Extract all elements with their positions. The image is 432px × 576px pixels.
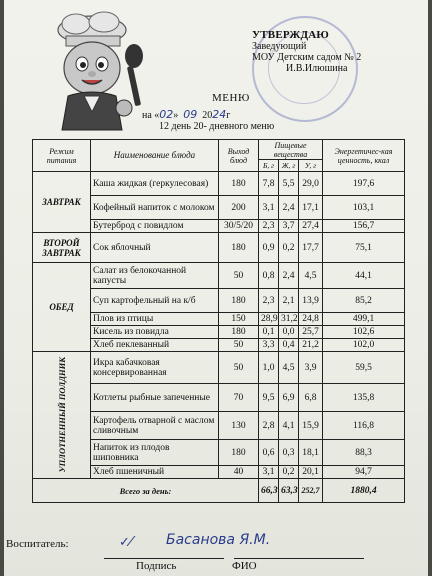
- dish-b: 0,6: [259, 440, 279, 466]
- date-prefix: на «: [142, 110, 160, 121]
- approval-organization: МОУ Детским садом № 2: [252, 52, 362, 63]
- header-energy: Энергетичес-кая ценность, ккал: [323, 140, 405, 172]
- dish-u: 3,9: [299, 352, 323, 384]
- header-u: У, г: [299, 160, 323, 172]
- fio-line: [234, 558, 364, 559]
- dish-u: 24,8: [299, 313, 323, 326]
- section-breakfast: ЗАВТРАК: [33, 172, 91, 233]
- page-title: МЕНЮ: [212, 92, 250, 104]
- dish-u: 20,1: [299, 466, 323, 479]
- approval-signatory: И.В.Илюшина: [286, 63, 348, 74]
- dish-name: Хлеб пшеничный: [91, 466, 219, 479]
- dish-kcal: 75,1: [323, 233, 405, 263]
- approval-position: Заведующий: [252, 41, 307, 52]
- table-row: [33, 263, 405, 289]
- menu-table: [32, 139, 405, 503]
- dish-portion: 40: [219, 466, 259, 479]
- dish-zh: 0,2: [279, 466, 299, 479]
- dish-b: 28,9: [259, 313, 279, 326]
- dish-zh: 4,5: [279, 352, 299, 384]
- dish-b: 3,1: [259, 466, 279, 479]
- dish-name: Хлеб пеклеванный: [91, 339, 219, 352]
- dish-portion: 150: [219, 313, 259, 326]
- dish-name: Суп картофельный на к/б: [91, 289, 219, 313]
- header-nutrients: Пищевые вещества: [259, 140, 323, 160]
- approval-title: УТВЕРЖДАЮ: [252, 29, 329, 41]
- dish-portion: 130: [219, 412, 259, 440]
- dish-name: Кофейный напиток с молоком: [91, 196, 219, 220]
- dish-name: Напиток из плодов шиповника: [91, 440, 219, 466]
- dish-name: Салат из белокочанной капусты: [91, 263, 219, 289]
- dish-u: 4,5: [299, 263, 323, 289]
- dish-b: 3,3: [259, 339, 279, 352]
- dish-kcal: 116,8: [323, 412, 405, 440]
- header-portion: Выход блюд: [219, 140, 259, 172]
- date-year-end: г: [226, 110, 231, 121]
- dish-b: 1,0: [259, 352, 279, 384]
- dish-zh: 6,9: [279, 384, 299, 412]
- dish-name: Сок яблочный: [91, 233, 219, 263]
- dish-kcal: 102,6: [323, 326, 405, 339]
- dish-zh: 0,3: [279, 440, 299, 466]
- chef-boy-icon: [42, 8, 150, 134]
- header-b: Б, г: [259, 160, 279, 172]
- dish-b: 0,9: [259, 233, 279, 263]
- total-row: [33, 479, 405, 503]
- dish-u: 21,2: [299, 339, 323, 352]
- dish-b: 9,5: [259, 384, 279, 412]
- date-month: 09: [183, 108, 198, 121]
- section-snack-label: УПЛОТНЕННЫЙ ПОЛДНИК: [56, 357, 67, 473]
- dish-kcal: 197,6: [323, 172, 405, 196]
- dish-b: 0,1: [259, 326, 279, 339]
- header-zh: Ж, г: [279, 160, 299, 172]
- dish-b: 2,8: [259, 412, 279, 440]
- dish-kcal: 88,3: [323, 440, 405, 466]
- dish-kcal: 135,8: [323, 384, 405, 412]
- dish-portion: 70: [219, 384, 259, 412]
- header-dish: Наименование блюда: [91, 140, 219, 172]
- dish-name: Икра кабачковая консервированная: [91, 352, 219, 384]
- dish-u: 29,0: [299, 172, 323, 196]
- dish-name: Котлеты рыбные запеченные: [91, 384, 219, 412]
- section-snack: [33, 352, 91, 479]
- dish-u: 25,7: [299, 326, 323, 339]
- dish-u: 17,1: [299, 196, 323, 220]
- dish-portion: 50: [219, 263, 259, 289]
- dish-portion: 180: [219, 326, 259, 339]
- dish-b: 2,3: [259, 289, 279, 313]
- date-mid: »: [173, 110, 179, 121]
- dish-zh: 2,4: [279, 196, 299, 220]
- dish-kcal: 44,1: [323, 263, 405, 289]
- dish-portion: 50: [219, 352, 259, 384]
- dish-portion: 180: [219, 172, 259, 196]
- dish-zh: 3,7: [279, 220, 299, 233]
- dish-name: Картофель отварной с маслом сливочным: [91, 412, 219, 440]
- dish-name: Каша жидкая (геркулесовая): [91, 172, 219, 196]
- date-year-suffix: 24: [212, 108, 227, 121]
- table-header-row: [33, 140, 405, 160]
- total-kcal: 1880,4: [323, 479, 405, 503]
- dish-zh: 2,1: [279, 289, 299, 313]
- section-lunch: ОБЕД: [33, 263, 91, 352]
- table-row: [33, 233, 405, 263]
- signature-caption: Подпись: [136, 560, 177, 572]
- dish-portion: 180: [219, 289, 259, 313]
- handwritten-name: Басанова Я.М.: [166, 532, 271, 548]
- dish-u: 13,9: [299, 289, 323, 313]
- dish-u: 17,7: [299, 233, 323, 263]
- dish-zh: 0,2: [279, 233, 299, 263]
- dish-name: Кисель из повидла: [91, 326, 219, 339]
- dish-u: 15,9: [299, 412, 323, 440]
- approval-block: [252, 30, 422, 74]
- educator-label: Воспитатель:: [6, 538, 69, 550]
- total-label: Всего за день:: [33, 479, 259, 503]
- dish-zh: 0,0: [279, 326, 299, 339]
- signature-mark: ✓⁄: [119, 535, 133, 550]
- table-row: [33, 172, 405, 196]
- total-u: 252,7: [299, 479, 323, 503]
- dish-kcal: 156,7: [323, 220, 405, 233]
- dish-b: 0,8: [259, 263, 279, 289]
- dish-zh: 2,4: [279, 263, 299, 289]
- menu-subtitle: 12 день 20- дневного меню: [159, 121, 275, 132]
- dish-portion: 180: [219, 233, 259, 263]
- dish-b: 7,8: [259, 172, 279, 196]
- dish-zh: 0,4: [279, 339, 299, 352]
- date-day: 02: [159, 108, 174, 121]
- dish-zh: 4,1: [279, 412, 299, 440]
- dish-kcal: 85,2: [323, 289, 405, 313]
- dish-b: 2,3: [259, 220, 279, 233]
- dish-portion: 200: [219, 196, 259, 220]
- dish-name: Плов из птицы: [91, 313, 219, 326]
- menu-sheet: [4, 0, 428, 576]
- signature-line: [104, 558, 224, 559]
- table-row: [33, 352, 405, 384]
- dish-kcal: 103,1: [323, 196, 405, 220]
- total-zh: 63,3: [279, 479, 299, 503]
- dish-kcal: 102,0: [323, 339, 405, 352]
- header-meal: Режим питания: [33, 140, 91, 172]
- dish-u: 18,1: [299, 440, 323, 466]
- dish-zh: 5,5: [279, 172, 299, 196]
- total-b: 66,3: [259, 479, 279, 503]
- dish-name: Бутерброд с повидлом: [91, 220, 219, 233]
- dish-kcal: 59,5: [323, 352, 405, 384]
- fio-caption: ФИО: [232, 560, 257, 572]
- dish-portion: 180: [219, 440, 259, 466]
- menu-date: [142, 108, 230, 121]
- dish-kcal: 499,1: [323, 313, 405, 326]
- dish-u: 6,8: [299, 384, 323, 412]
- dish-kcal: 94,7: [323, 466, 405, 479]
- date-year-prefix: 20: [202, 110, 213, 121]
- dish-portion: 50: [219, 339, 259, 352]
- section-second-breakfast: ВТОРОЙ ЗАВТРАК: [33, 233, 91, 263]
- dish-b: 3,1: [259, 196, 279, 220]
- dish-zh: 31,2: [279, 313, 299, 326]
- dish-u: 27,4: [299, 220, 323, 233]
- dish-portion: 30/5/20: [219, 220, 259, 233]
